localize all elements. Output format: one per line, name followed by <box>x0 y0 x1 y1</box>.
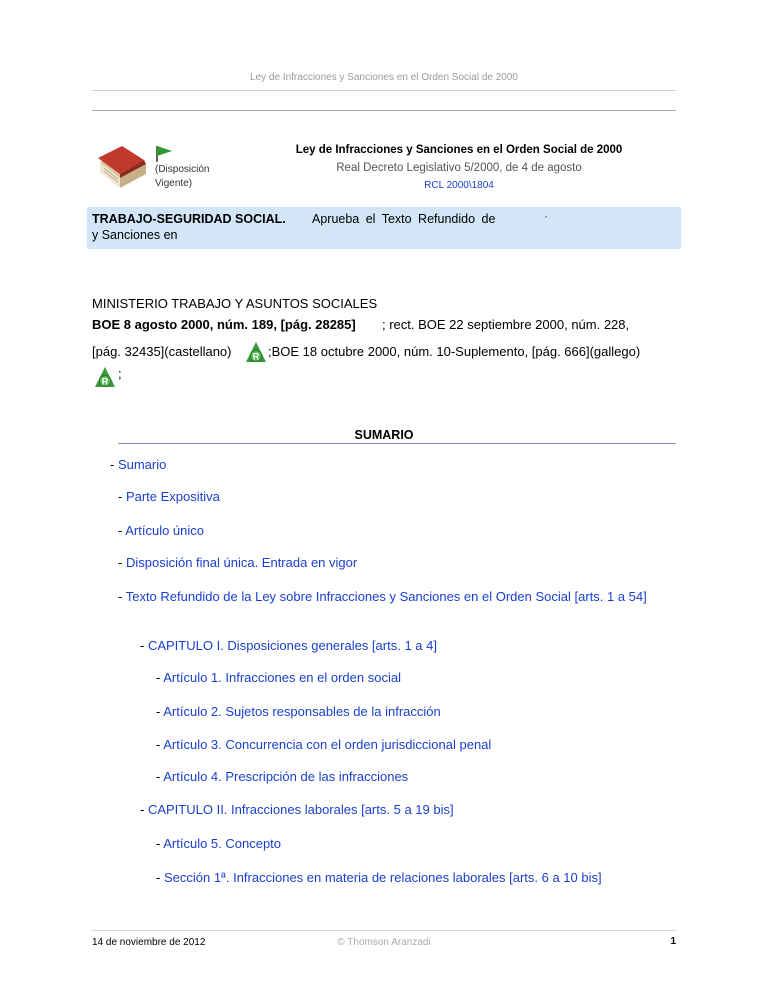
toc-item[interactable] <box>156 836 281 852</box>
toc-dash: - <box>156 737 164 752</box>
toc-item[interactable] <box>156 769 408 785</box>
footer-copyright: © Thomson Aranzadi <box>337 937 431 948</box>
badge-letter: R <box>252 351 260 362</box>
toc-item[interactable] <box>156 704 441 720</box>
toc-dash: - <box>140 802 148 817</box>
toc-link[interactable]: CAPITULO II. Infracciones laborales [arts. 5 a 19 bis] <box>147 802 454 817</box>
boe-reference: BOE 8 agosto 2000, núm. 189, [pág. 28285] <box>92 317 356 332</box>
toc-link[interactable]: Artículo 5. Concepto <box>163 836 282 851</box>
toc-dash: - <box>156 704 164 719</box>
toc-dash: - <box>156 769 164 784</box>
toc-link[interactable]: Texto Refundido de la Ley sobre Infracciones y Sanciones en el Orden Social [arts. 1 a 54] <box>125 589 647 604</box>
toc-item[interactable] <box>140 638 437 654</box>
document-title: Ley de Infracciones y Sanciones en el Orden Social de 2000 <box>295 144 623 156</box>
toc-dash: - <box>140 638 148 653</box>
band-description: Aprueba el Texto Refundido de <box>312 212 496 226</box>
document-subtitle: Real Decreto Legislativo 5/2000, de 4 de agosto <box>336 162 582 174</box>
toc-link[interactable]: Sumario <box>117 457 167 472</box>
toc-item[interactable] <box>140 802 454 818</box>
toc-link[interactable]: Sección 1ª. Infracciones en materia de relaciones laborales [arts. 6 a 10 bis] <box>163 870 602 885</box>
toc-item[interactable] <box>156 737 491 753</box>
toc-link[interactable]: CAPITULO I. Disposiciones generales [arts. 1 a 4] <box>147 638 437 653</box>
revision-badge-icon[interactable] <box>245 341 267 363</box>
toc-link[interactable]: Artículo único <box>125 523 204 538</box>
toc-dash: - <box>118 589 126 604</box>
toc-item[interactable] <box>118 555 357 571</box>
header-divider <box>92 90 676 91</box>
footer-date: 14 de noviembre de 2012 <box>92 937 206 948</box>
toc-dash: - <box>110 457 118 472</box>
toc-dash: - <box>118 523 126 538</box>
band-line-2: y Sanciones en <box>92 228 178 242</box>
status-label <box>155 163 209 191</box>
toc-link[interactable]: Artículo 1. Infracciones en el orden social <box>163 670 401 685</box>
boe-page-castellano: [pág. 32435](castellano) <box>92 344 232 359</box>
toc-link[interactable]: Artículo 3. Concurrencia con el orden jurisdiccional penal <box>163 737 492 752</box>
badge-letter: R <box>101 376 109 387</box>
toc-link[interactable]: Disposición final única. Entrada en vigor <box>125 555 358 570</box>
boe-correction: ; rect. BOE 22 septiembre 2000, núm. 228, <box>382 317 630 332</box>
toc-item[interactable] <box>118 589 648 605</box>
toc-dash: - <box>118 555 126 570</box>
flag-icon <box>155 145 173 162</box>
ministry: MINISTERIO TRABAJO Y ASUNTOS SOCIALES <box>92 296 378 311</box>
toc-item[interactable] <box>156 870 602 886</box>
band-mark: ˊ <box>544 214 548 228</box>
toc-dash: - <box>156 670 164 685</box>
header-rule <box>92 110 676 111</box>
separator: ; <box>118 366 122 381</box>
boe-gallego: ;BOE 18 octubre 2000, núm. 10-Suplemento, [pág. 666](gallego) <box>268 344 641 359</box>
status-line-2: Vigente) <box>155 178 193 189</box>
toc-dash: - <box>156 870 164 885</box>
toc-item[interactable] <box>118 523 204 539</box>
running-header: Ley de Infracciones y Sanciones en el Orden Social de 2000 <box>250 72 518 83</box>
toc-item[interactable] <box>156 670 401 686</box>
status-line-1: (Disposición <box>155 164 210 175</box>
toc-link[interactable]: Artículo 2. Sujetos responsables de la infracción <box>163 704 441 719</box>
document-reference-link[interactable]: RCL 2000\1804 <box>424 180 494 191</box>
sumario-heading: SUMARIO <box>354 428 414 442</box>
book-icon <box>94 146 150 190</box>
revision-badge-icon[interactable] <box>94 366 116 388</box>
toc-dash: - <box>156 836 164 851</box>
page-number: 1 <box>670 936 676 947</box>
footer-rule <box>92 930 676 931</box>
toc-dash: - <box>118 489 126 504</box>
toc-item[interactable] <box>110 457 166 473</box>
toc-link[interactable]: Parte Expositiva <box>125 489 220 504</box>
band-title: TRABAJO-SEGURIDAD SOCIAL. <box>92 212 286 226</box>
toc-link[interactable]: Artículo 4. Prescripción de las infracciones <box>163 769 409 784</box>
toc-item[interactable] <box>118 489 220 505</box>
sumario-rule <box>118 443 676 444</box>
